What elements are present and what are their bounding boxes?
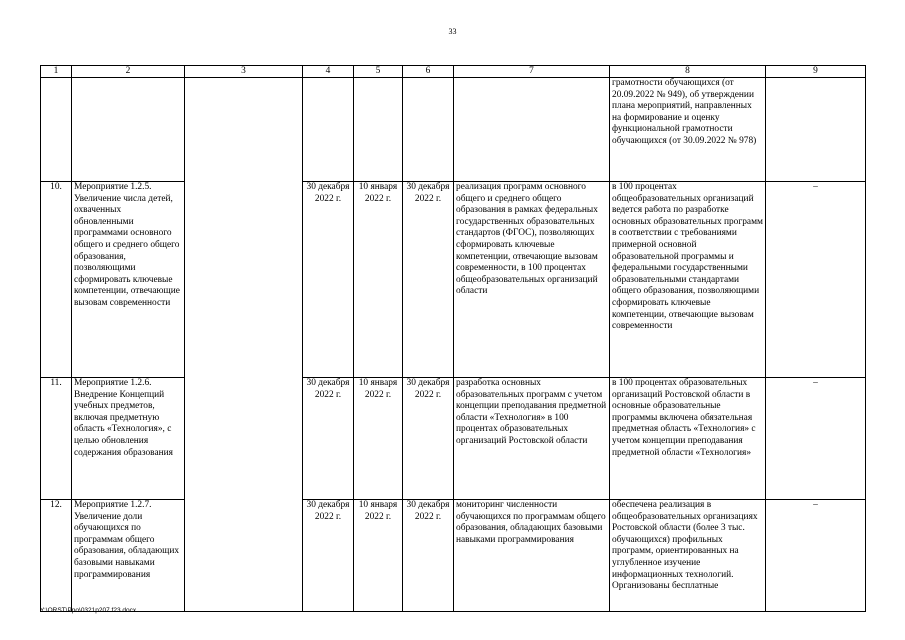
expected-result: разработка основных образовательных программ с учетом концепции преподавания предметной области «Технология» в 100 процентах образовательных организаций Ростовской области (454, 378, 610, 500)
cont-col-2 (72, 78, 185, 182)
row-number: 11. (41, 378, 72, 500)
plan-date: 30 декабря 2022 г. (303, 500, 354, 612)
remarks: – (766, 500, 866, 612)
header-col-3: 3 (185, 66, 303, 78)
header-col-6: 6 (403, 66, 454, 78)
remarks: – (766, 182, 866, 378)
start-date: 10 января 2022 г. (354, 500, 403, 612)
continuation-row (41, 78, 866, 182)
start-date: 10 января 2022 г. (354, 182, 403, 378)
measure-name: Мероприятие 1.2.7. Увеличение доли обучающихся по программам общего образования, обладающих базовыми навыками программирования (72, 500, 185, 612)
actual-result: обеспечена реализация в общеобразовательных организациях Ростовской области (более 3 тыс. обучающихся) профильных программ, ориентированных на углубленное изучение информационных технологий. Организованы бесплатные (610, 500, 766, 612)
row-number: 10. (41, 182, 72, 378)
header-col-1: 1 (41, 66, 72, 78)
actual-result: в 100 процентах образовательных организаций Ростовской области в основные образовательные программы включена обязательная предметная область «Технология» с учетом концепции преподавания предметной области «Технология» (610, 378, 766, 500)
header-row (41, 66, 866, 78)
plan-date: 30 декабря 2022 г. (303, 378, 354, 500)
actual-result: в 100 процентах общеобразовательных организаций ведется работа по разработке основных образовательных программ в соответствии с требованиями примерной основной образовательной программы и федеральными государственными образовательными стандартами общего образования, позволяющими сформировать ключевые компетенции, отвечающие вызовам современности (610, 182, 766, 378)
remarks: – (766, 378, 866, 500)
end-date: 30 декабря 2022 г. (403, 500, 454, 612)
executor-merged-cell (185, 78, 303, 612)
cont-col-6 (403, 78, 454, 182)
start-date: 10 января 2022 г. (354, 378, 403, 500)
cont-col-1 (41, 78, 72, 182)
header-col-7: 7 (454, 66, 610, 78)
expected-result: реализация программ основного общего и среднего общего образования в рамках федеральных государственных образовательных стандартов (ФГОС), позволяющих сформировать ключевые компетенции, отвечающие вызовам современности, в 100 процентах общеобразовательных организаций области (454, 182, 610, 378)
plan-date: 30 декабря 2022 г. (303, 182, 354, 378)
header-col-4: 4 (303, 66, 354, 78)
file-path-footer: Y:\ORST\Ppo\0321p207.f23.docx (40, 607, 137, 614)
measure-name: Мероприятие 1.2.5. Увеличение числа детей, охваченных обновленными программами основного общего и среднего общего образования, позволяющими сформировать ключевые компетенции, отвечающие вызовам современности (72, 182, 185, 378)
cont-col-9 (766, 78, 866, 182)
end-date: 30 декабря 2022 г. (403, 378, 454, 500)
table-row (41, 182, 866, 378)
cont-col-8: грамотности обучающихся (от 20.09.2022 № 949), об утверждении плана мероприятий, направленных на формирование и оценку функциональной грамотности обучающихся (от 30.09.2022 № 978) (610, 78, 766, 182)
end-date: 30 декабря 2022 г. (403, 182, 454, 378)
header-col-8: 8 (610, 66, 766, 78)
header-col-9: 9 (766, 66, 866, 78)
cont-col-4 (303, 78, 354, 182)
cont-col-7 (454, 78, 610, 182)
table-row (41, 500, 866, 612)
cont-col-5 (354, 78, 403, 182)
table-row (41, 378, 866, 500)
measure-name: Мероприятие 1.2.6. Внедрение Концепций учебных предметов, включая предметную область «Технология», с целью обновления содержания образования (72, 378, 185, 500)
page-number: 33 (448, 27, 457, 36)
measures-table (40, 65, 866, 612)
row-number: 12. (41, 500, 72, 612)
header-col-5: 5 (354, 66, 403, 78)
expected-result: мониторинг численности обучающихся по программам общего образования, обладающих базовыми навыками программирования (454, 500, 610, 612)
header-col-2: 2 (72, 66, 185, 78)
